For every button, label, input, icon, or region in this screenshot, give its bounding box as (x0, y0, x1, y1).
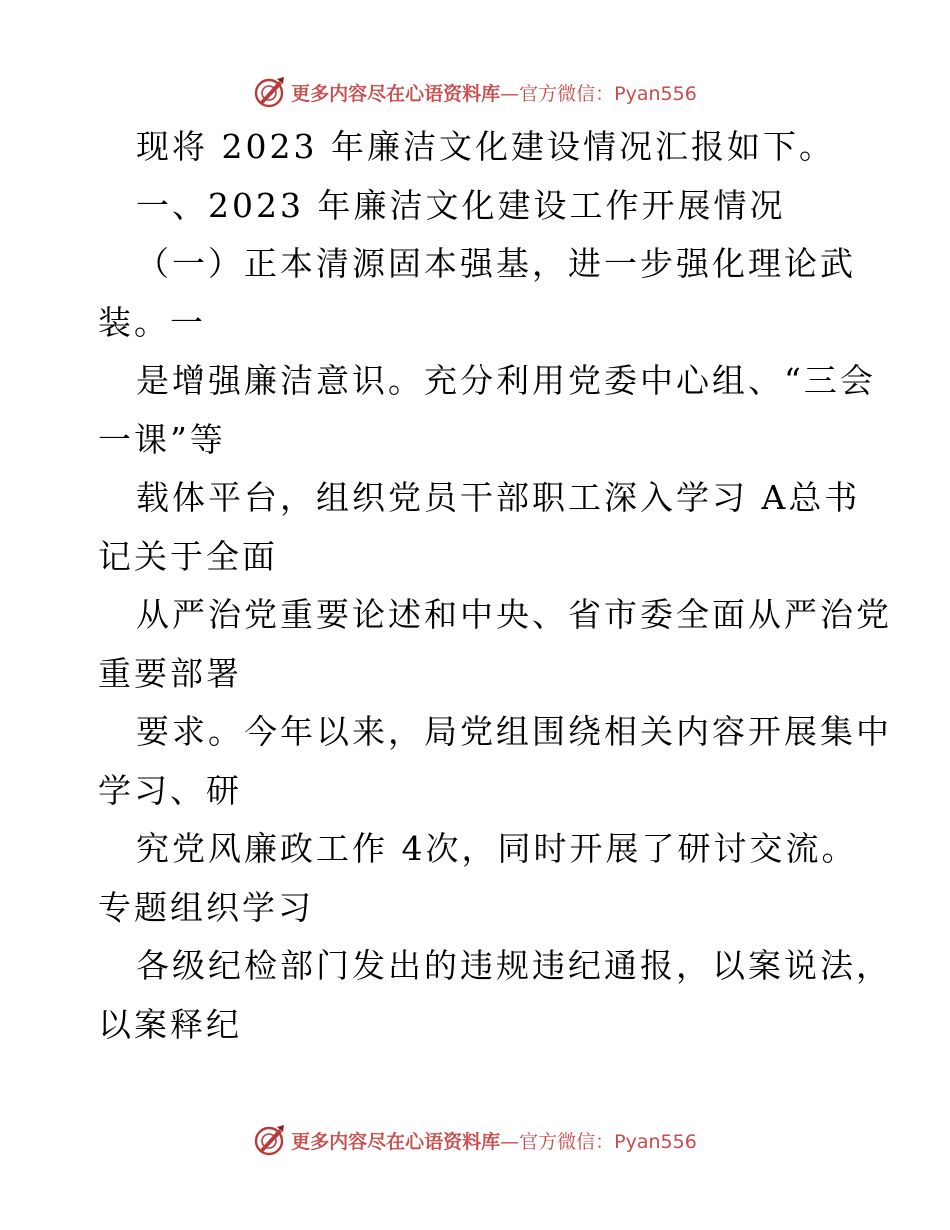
document-body (98, 118, 892, 1054)
body-line: 装。一 (98, 302, 206, 342)
watermark-contact: —官方微信：Pyan556 (500, 82, 697, 105)
header-watermark (0, 72, 950, 112)
body-line: 是增强廉洁意识。充分利用党委中心组、“三会 (136, 361, 876, 400)
body-line: 现将 2023 年廉洁文化建设情况汇报如下。 (136, 127, 835, 166)
body-line: 专题组织学习 (98, 887, 314, 927)
body-line: 记关于全面 (98, 536, 278, 576)
section-heading: 一、2023 年廉洁文化建设工作开展情况 (136, 185, 786, 225)
watermark-text: 更多内容尽在心语资料库 (291, 1130, 501, 1153)
quill-logo-icon (253, 1123, 287, 1157)
body-line: 载体平台，组织党员干部职工深入学习 A总书 (136, 478, 861, 517)
watermark-text: 更多内容尽在心语资料库 (291, 82, 501, 105)
footer-watermark (0, 1120, 950, 1160)
body-line: 要求。今年以来，局党组围绕相关内容开展集中 (136, 712, 892, 751)
body-line: 从严治党重要论述和中央、省市委全面从严治党 (136, 595, 892, 634)
body-line: 重要部署 (98, 653, 242, 693)
body-line: 各级纪检部门发出的违规违纪通报，以案说法， (136, 946, 892, 985)
watermark-contact: —官方微信：Pyan556 (500, 1130, 697, 1153)
body-line: 究党风廉政工作 4次，同时开展了研讨交流。 (136, 829, 858, 868)
body-line: 一课”等 (98, 419, 226, 459)
body-line: 学习、研 (98, 770, 242, 810)
subsection-heading: （一）正本清源固本强基，进一步强化理论武 (136, 244, 856, 283)
quill-logo-icon (253, 75, 287, 109)
body-line: 以案释纪 (98, 1004, 242, 1044)
